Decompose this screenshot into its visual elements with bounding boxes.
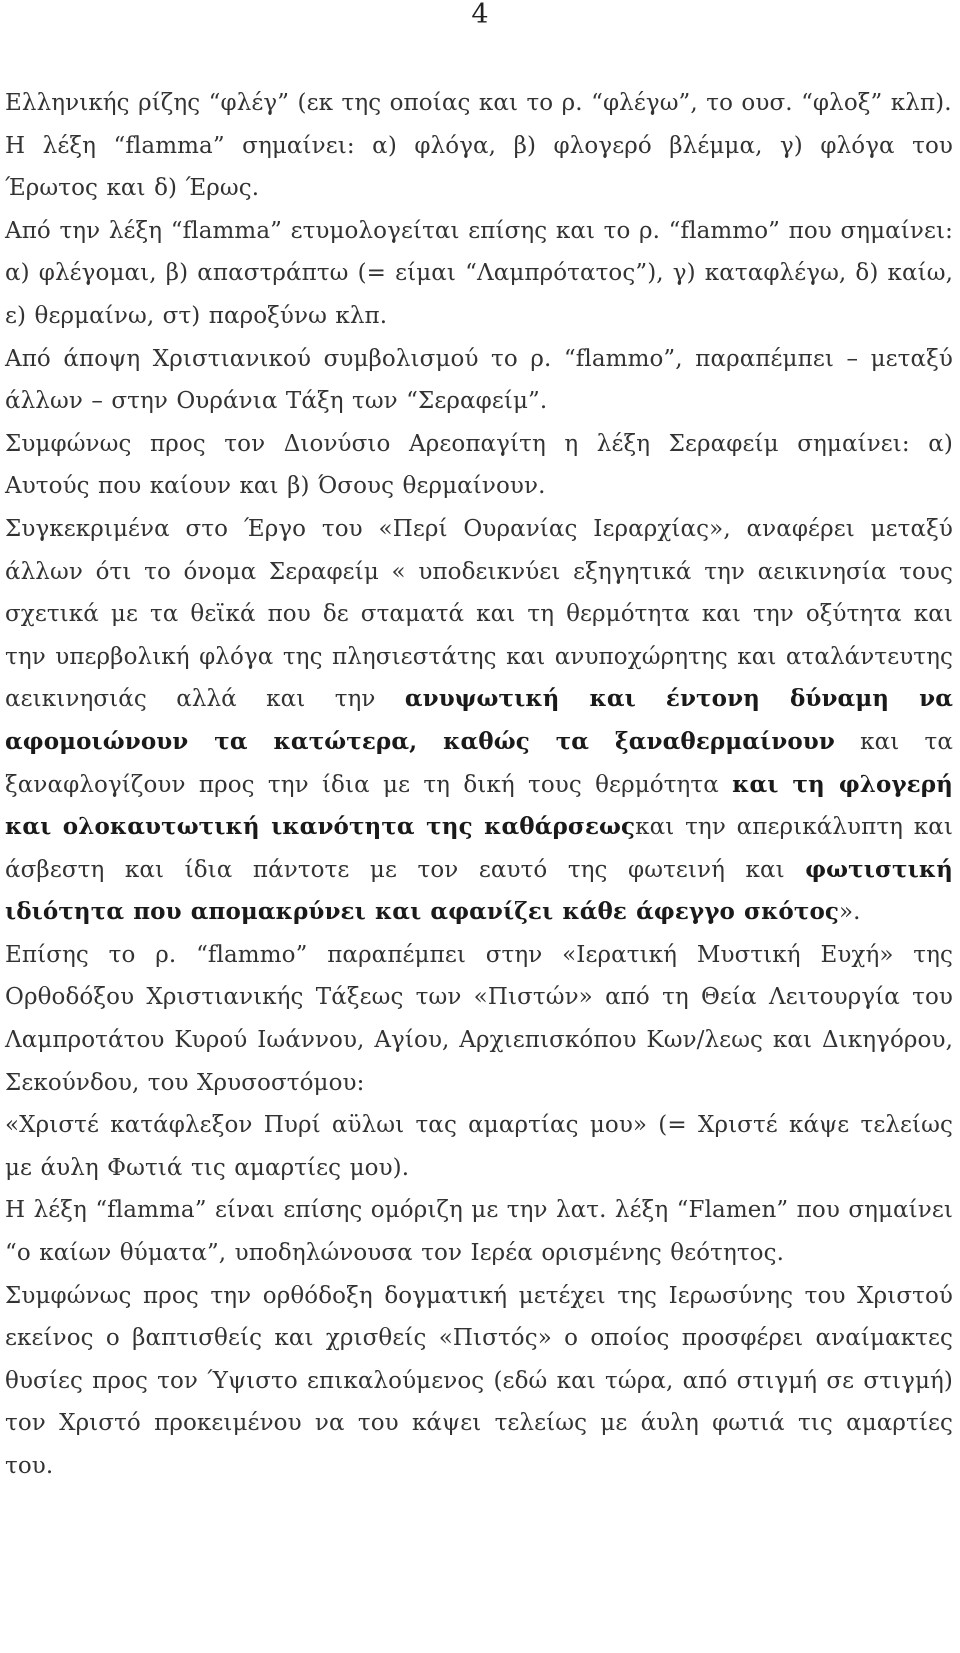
text-run: ». (839, 899, 861, 926)
paragraph (5, 508, 953, 934)
text-run: Συγκεκριμένα στο Έργο του «Περί Ουρανίας Ιεραρχίας», αναφέρει μεταξύ άλλων ότι το όνομα Σεραφείμ « υποδεικνύει εξηγητικά την αεικινησία τους σχετικά με τα θεϊκά που δε σταματά και τη θερμότητα και την οξύτητα και την υπερβολική φλόγα της πλησιεστάτης και ανυποχώρητης και αταλάντευτης αεικινησιάς αλλά και την (5, 515, 953, 713)
paragraph (5, 210, 953, 338)
text-run: Ελληνικής ρίζης “φλέγ” (εκ της οποίας και το ρ. “φλέγω”, το ουσ. “φλοξ” κλπ). (5, 90, 952, 116)
text-run: Συμφώνως προς τον Διονύσιο Αρεοπαγίτη η λέξη Σεραφείμ σημαίνει: α) Αυτούς που καίουν και β) Όσους θερμαίνουν. (5, 430, 953, 500)
document-body (5, 82, 953, 1488)
paragraph (5, 423, 953, 508)
page-number: 4 (471, 0, 489, 30)
paragraph (5, 338, 953, 423)
text-run: Η λέξη “flamma” είναι επίσης ομόριζη με την λατ. λέξη “Flamen” που σημαίνει “ο καίων θύματα”, υποδηλώνουσα τον Ιερέα ορισμένης θεότητος. (5, 1197, 954, 1267)
paragraph (5, 934, 953, 1104)
text-run: Από την λέξη “flamma” ετυμολογείται επίσης και το ρ. “flammo” που σημαίνει: α) φλέγομαι, β) απαστράπτω (= είμαι “Λαμπρότατος”), γ) καταφλέγω, δ) καίω, ε) θερμαίνω, στ) παροξύνω κλπ. (5, 217, 953, 329)
text-run: και την απερικάλυπτη και άσβεστη και ίδια πάντοτε με τον εαυτό της φωτεινή και (5, 814, 953, 883)
text-run: και τα ξαναφλογίζουν προς την ίδια με τη δική τους θερμότητα (5, 728, 953, 798)
bold-text-run: φωτιστική ιδιότητα που απομακρύνει και αφανίζει κάθε άφεγγο σκότος (5, 855, 953, 926)
text-run: «Χριστέ κατάφλεξον Πυρί αϋλωι τας αμαρτίας μου» (= Χριστέ κάψε τελείως με άυλη Φωτιά τις αμαρτίες μου). (5, 1112, 953, 1181)
text-run: Επίσης το ρ. “flammo” παραπέμπει στην «Ιερατική Μυστική Ευχή» της Ορθοδόξου Χριστιανικής Τάξεως των «Πιστών» από τη Θεία Λειτουργία του Λαμπροτάτου Κυρού Ιωάννου, Αγίου, Αρχιεπισκόπου Κων/λεως και Δικηγόρου, Σεκούνδου, του Χρυσοστόμου: (5, 941, 953, 1096)
paragraph (5, 1104, 953, 1189)
bold-text-run: ανυψωτική και έντονη δύναμη να αφομοιώνουν τα κατώτερα, καθώς τα ξαναθερμαίνουν (5, 685, 953, 755)
text-run: Από άποψη Χριστιανικού συμβολισμού το ρ. “flammo”, παραπέμπει – μεταξύ άλλων – στην Ουράνια Τάξη των “Σεραφείμ”. (5, 345, 953, 415)
paragraph (5, 82, 953, 125)
bold-text-run: και τη φλογερή και ολοκαυτωτική ικανότητα της καθάρσεως (5, 770, 953, 841)
text-run: Συμφώνως προς την ορθόδοξη δογματική μετέχει της Ιερωσύνης του Χριστού εκείνος ο βαπτισθείς και χρισθείς «Πιστός» ο οποίος προσφέρει αναίμακτες θυσίες προς τον Ύψιστο επικαλούμενος (εδώ και τώρα, από στιγμή σε στιγμή) τον Χριστό προκειμένου να του κάψει τελείως με άυλη φωτιά τις αμαρτίες του. (5, 1282, 953, 1479)
paragraph (5, 1275, 953, 1488)
paragraph (5, 1189, 953, 1274)
text-run: Η λέξη “flamma” σημαίνει: α) φλόγα, β) φλογερό βλέμμα, γ) φλόγα του Έρωτος και δ) Έρως. (5, 132, 953, 202)
paragraph (5, 125, 953, 210)
